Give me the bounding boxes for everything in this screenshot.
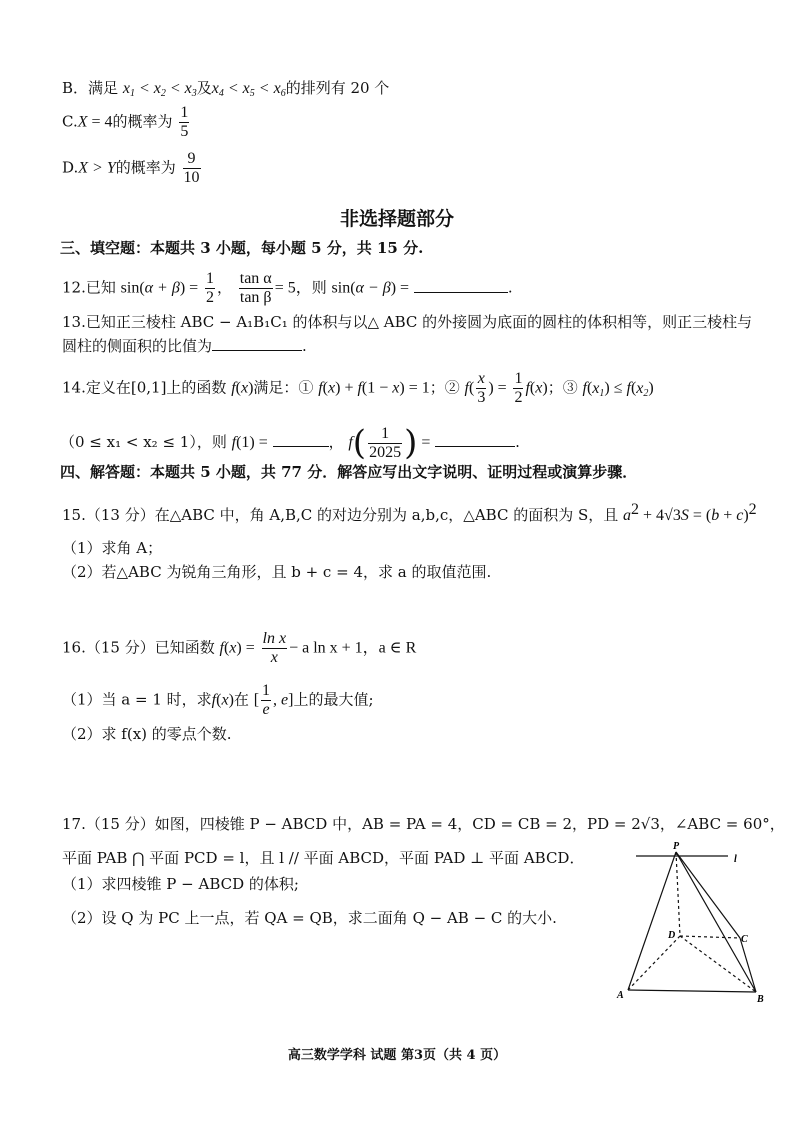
answer-blank[interactable] [414, 278, 508, 293]
edge-dc [680, 936, 740, 938]
question-12: 12.已知 sin(α + β) = $\frac{1}{2}$ ， $\frac{\text{tan α}}{\text{tan β}}$ = 5，则 sin(α − β) = . [62, 270, 513, 306]
label-a: A [617, 990, 624, 1001]
part-3-heading: 三、填空题：本题共 3 小题，每小题 5 分，共 15 分. [60, 239, 424, 257]
label-d: D [668, 930, 676, 941]
label-l: l [734, 854, 737, 865]
edge-pc [676, 852, 740, 938]
option-c: C.X = 4的概率为 $\frac{1}{5}$ [62, 104, 189, 140]
question-13-line-2: 圆柱的侧面积的比值为 . [62, 337, 307, 355]
question-16: 16.（15 分）已知函数 f(x) = $\frac{\text{ln x}}{x}$ − a ln x + 1，a ∈ R [62, 630, 417, 666]
question-16-part-2: （2）求 f(x) 的零点个数. [62, 725, 232, 743]
part-4-heading: 四、解答题：本题共 5 小题，共 77 分．解答应写出文字说明、证明过程或演算步骤． [60, 463, 638, 481]
question-15-part-2: （2）若△ABC 为锐角三角形，且 b + c = 4，求 a 的取值范围. [62, 563, 492, 581]
page-footer: 高三数学学科 试题 第3页（共 4 页） [287, 1048, 507, 1063]
answer-blank[interactable] [273, 432, 329, 447]
option-d: D.X > Y的概率为 $\frac{9}{10}$ [62, 150, 200, 186]
answer-blank[interactable] [435, 432, 515, 447]
label-c: C [741, 934, 748, 945]
label-b: B [757, 994, 764, 1005]
fraction: $\frac{1}{5}$ [180, 104, 189, 140]
question-13-line-1: 13.已知正三棱柱 ABC − A₁B₁C₁ 的体积与以△ ABC 的外接圆为底面的圆柱的体积相等，则正三棱柱与 [62, 313, 753, 331]
section-title: 非选择题部分 [339, 208, 454, 230]
fraction: $\frac{9}{10}$ [183, 150, 200, 186]
question-17: 17.（15 分）如图，四棱锥 P − ABCD 中，AB = PA = 4，CD = CB = 2，PD = 2√3，∠ABC = 60°， [62, 815, 785, 833]
question-14-line-1: 14.定义在[0,1]上的函数 f(x)满足：① f(x) + f(1 − x) = 1；② f( $\frac{x}{3}$ ) = $\frac{1}{2}$ f(x)；③ $f(x_1) \le f(x_2)$ [62, 370, 654, 406]
label-p: P [673, 841, 680, 852]
question-17-part-1: （1）求四棱锥 P − ABCD 的体积; [62, 875, 299, 893]
question-15: 15.（13 分）在△ABC 中，角 A,B,C 的对边分别为 a,b,c，△ABC 的面积为 S，且 $a^2 + 4√3S = (b + c)^2$ [62, 501, 757, 524]
edge-da [628, 936, 680, 990]
edge-bc [740, 938, 756, 992]
question-16-part-1: （1）当 a = 1 时，求f(x)在 [ $\frac{1}{e}$ , e]上的最大值; [62, 682, 374, 718]
question-14-line-2: （0 ≤ x₁ < x₂ ≤ 1），则 f(1) = ， f( $\frac{1}{2025}$ ) = . [60, 423, 520, 463]
edge-pa [628, 852, 676, 990]
edge-ab [628, 990, 756, 992]
edge-pb [676, 852, 756, 992]
edge-pd [676, 852, 680, 936]
answer-blank[interactable] [212, 336, 302, 351]
question-15-part-1: （1）求角 A； [62, 539, 163, 557]
question-17-part-2: （2）设 Q 为 PC 上一点，若 QA = QB，求二面角 Q − AB − C 的大小. [62, 909, 557, 927]
question-17-line-2: 平面 PAB ⋂ 平面 PCD = l，且 l // 平面 ABCD，平面 PAD ⊥ 平面 ABCD． [62, 849, 585, 867]
option-b: B．满足 $x_1 < x_2 < x_3$及$x_4 < x_5 < x_6$的排列有 20 个 [62, 79, 390, 99]
pyramid-figure [600, 838, 780, 1008]
